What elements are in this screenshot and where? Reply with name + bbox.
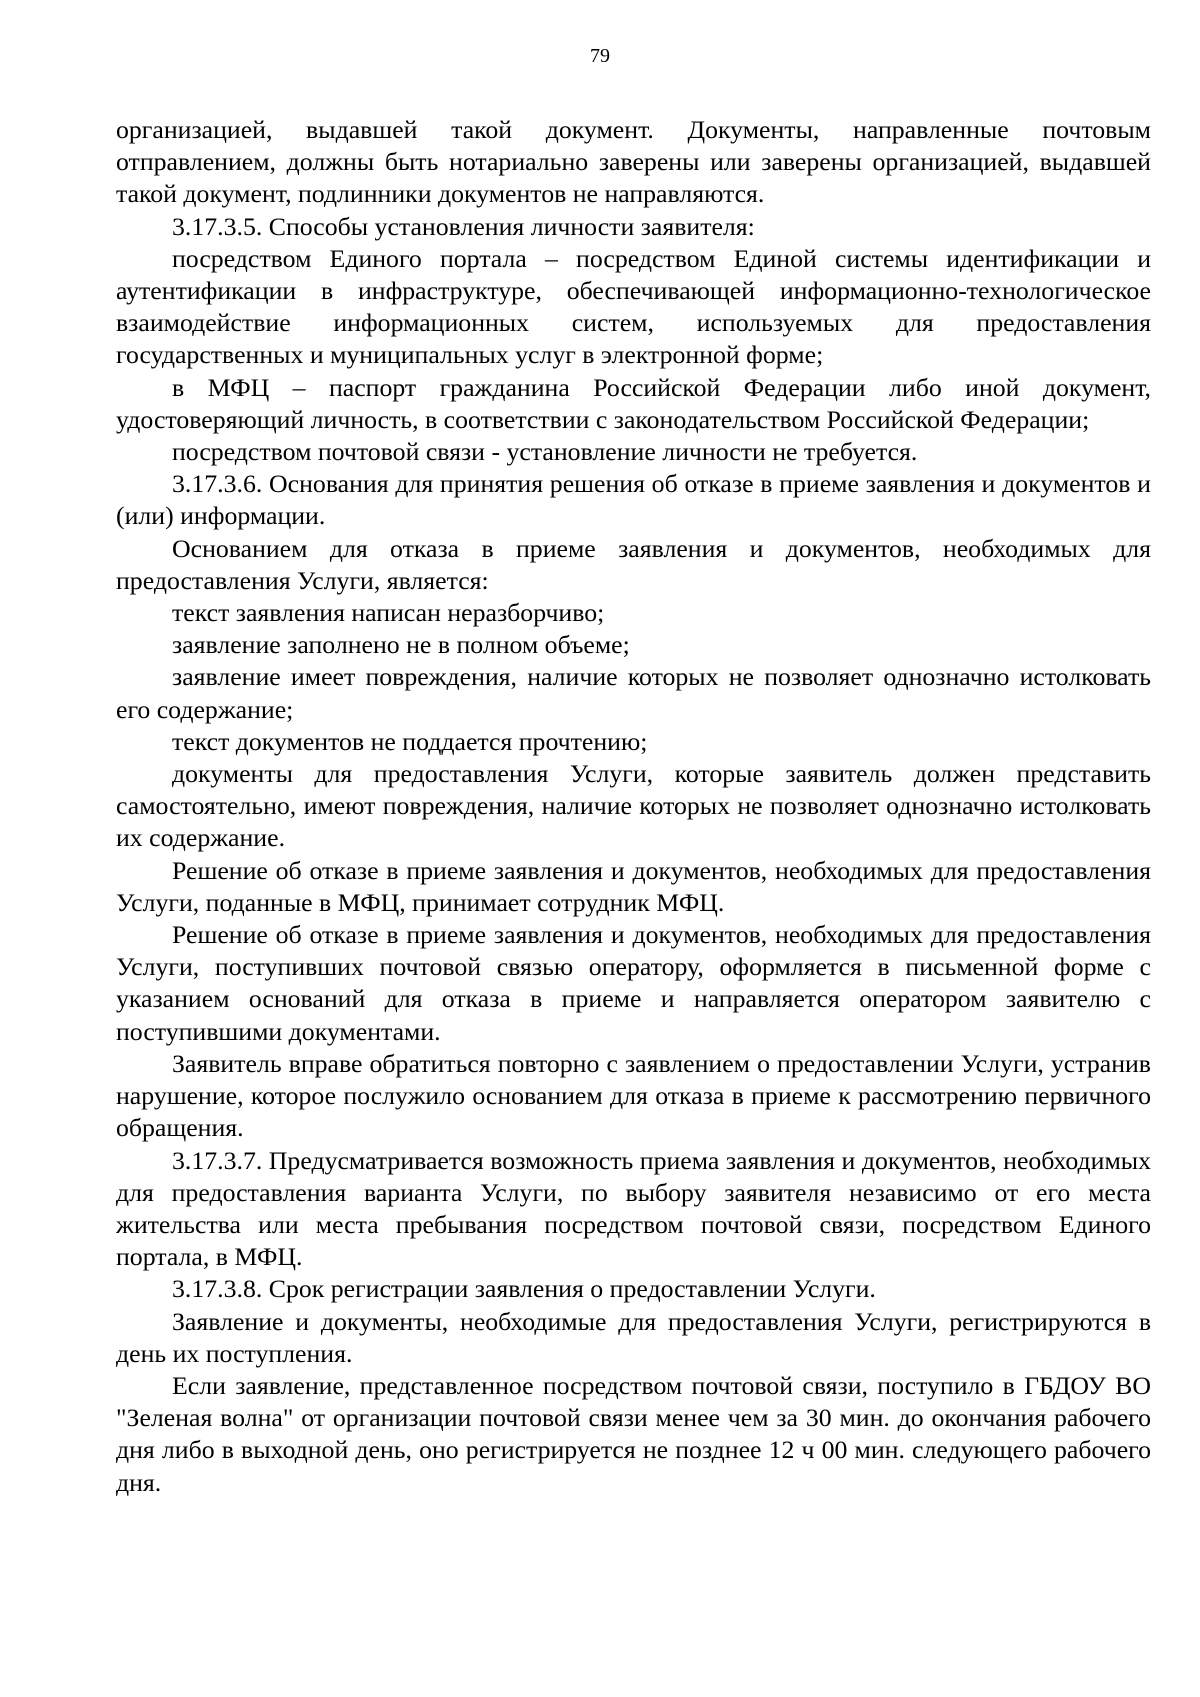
list-item-damaged-documents: документы для предоставления Услуги, которые заявитель должен представить самостоятельно, имеют повреждения, наличие которых не позволяет однозначно истолковать их содержание. — [116, 759, 1151, 853]
list-item-incomplete: заявление заполнено не в полном объеме; — [172, 630, 630, 660]
paragraph-unified-portal: посредством Единого портала – посредством Единой системы идентификации и аутентификации в инфраструктуре, обеспечивающей информационно-технологическое взаимодействие информационных систем, используемых для предоставления государственных и муниципальных услуг в электронной форме; — [116, 243, 1151, 370]
paragraph-section-3-17-3-7: 3.17.3.7. Предусматривается возможность приема заявления и документов, необходимых для предоставления варианта Услуги, по выбору заявителя независимо от его места жительства или места пребывания посредством почтовой связи, посредством Единого портала, в МФЦ. — [116, 1145, 1151, 1272]
paragraph-mfc-passport: в МФЦ – паспорт гражданина Российской Федерации либо иной документ, удостоверяющий личность, в соответствии с законодательством Российской Федерации; — [116, 372, 1151, 434]
document-body — [116, 114, 1151, 1499]
paragraph-postal-decision: Решение об отказе в приеме заявления и документов, необходимых для предоставления Услуги, поступивших почтовой связью оператору, оформляется в письменной форме с указанием оснований для отказа в приеме и направляется оператором заявителю с поступившими документами. — [116, 920, 1151, 1046]
list-item-unreadable-documents: текст документов не поддается прочтению; — [172, 726, 648, 756]
paragraph-section-3-17-3-8: 3.17.3.8. Срок регистрации заявления о предоставлении Услуги. — [172, 1274, 876, 1304]
paragraph-continuation: организацией, выдавшей такой документ. Документы, направленные почтовым отправлением, должны быть нотариально заверены или заверены организацией, выдавшей такой документ, подлинники документов не направляются. — [116, 115, 1151, 209]
paragraph-refusal-basis: Основанием для отказа в приеме заявления и документов, необходимых для предоставления Услуги, является: — [116, 533, 1151, 595]
paragraph-registration-same-day: Заявление и документы, необходимые для предоставления Услуги, регистрируются в день их поступления. — [116, 1306, 1151, 1368]
paragraph-registration-deadline: Если заявление, представленное посредством почтовой связи, поступило в ГБДОУ ВО "Зеленая волна" от организации почтовой связи менее чем за 30 мин. до окончания рабочего дня либо в выходной день, оно регистрируется не позднее 12 ч 00 мин. следующего рабочего дня. — [116, 1370, 1151, 1497]
list-item-illegible: текст заявления написан неразборчиво; — [172, 598, 605, 628]
paragraph-reapply: Заявитель вправе обратиться повторно с заявлением о предоставлении Услуги, устранив нарушение, которое послужило основанием для отказа в приеме к рассмотрению первичного обращения. — [116, 1048, 1151, 1143]
paragraph-section-3-17-3-6: 3.17.3.6. Основания для принятия решения об отказе в приеме заявления и документов и (или) информации. — [116, 469, 1151, 531]
list-item-damaged-application: заявление имеет повреждения, наличие которых не позволяет однозначно истолковать его содержание; — [116, 662, 1151, 724]
paragraph-mfc-decision: Решение об отказе в приеме заявления и документов, необходимых для предоставления Услуги, поданные в МФЦ, принимает сотрудник МФЦ. — [116, 855, 1151, 917]
page-number: 79 — [590, 45, 610, 67]
paragraph-section-3-17-3-5: 3.17.3.5. Способы установления личности заявителя: — [172, 211, 755, 241]
paragraph-postal: посредством почтовой связи - установление личности не требуется. — [172, 437, 918, 467]
